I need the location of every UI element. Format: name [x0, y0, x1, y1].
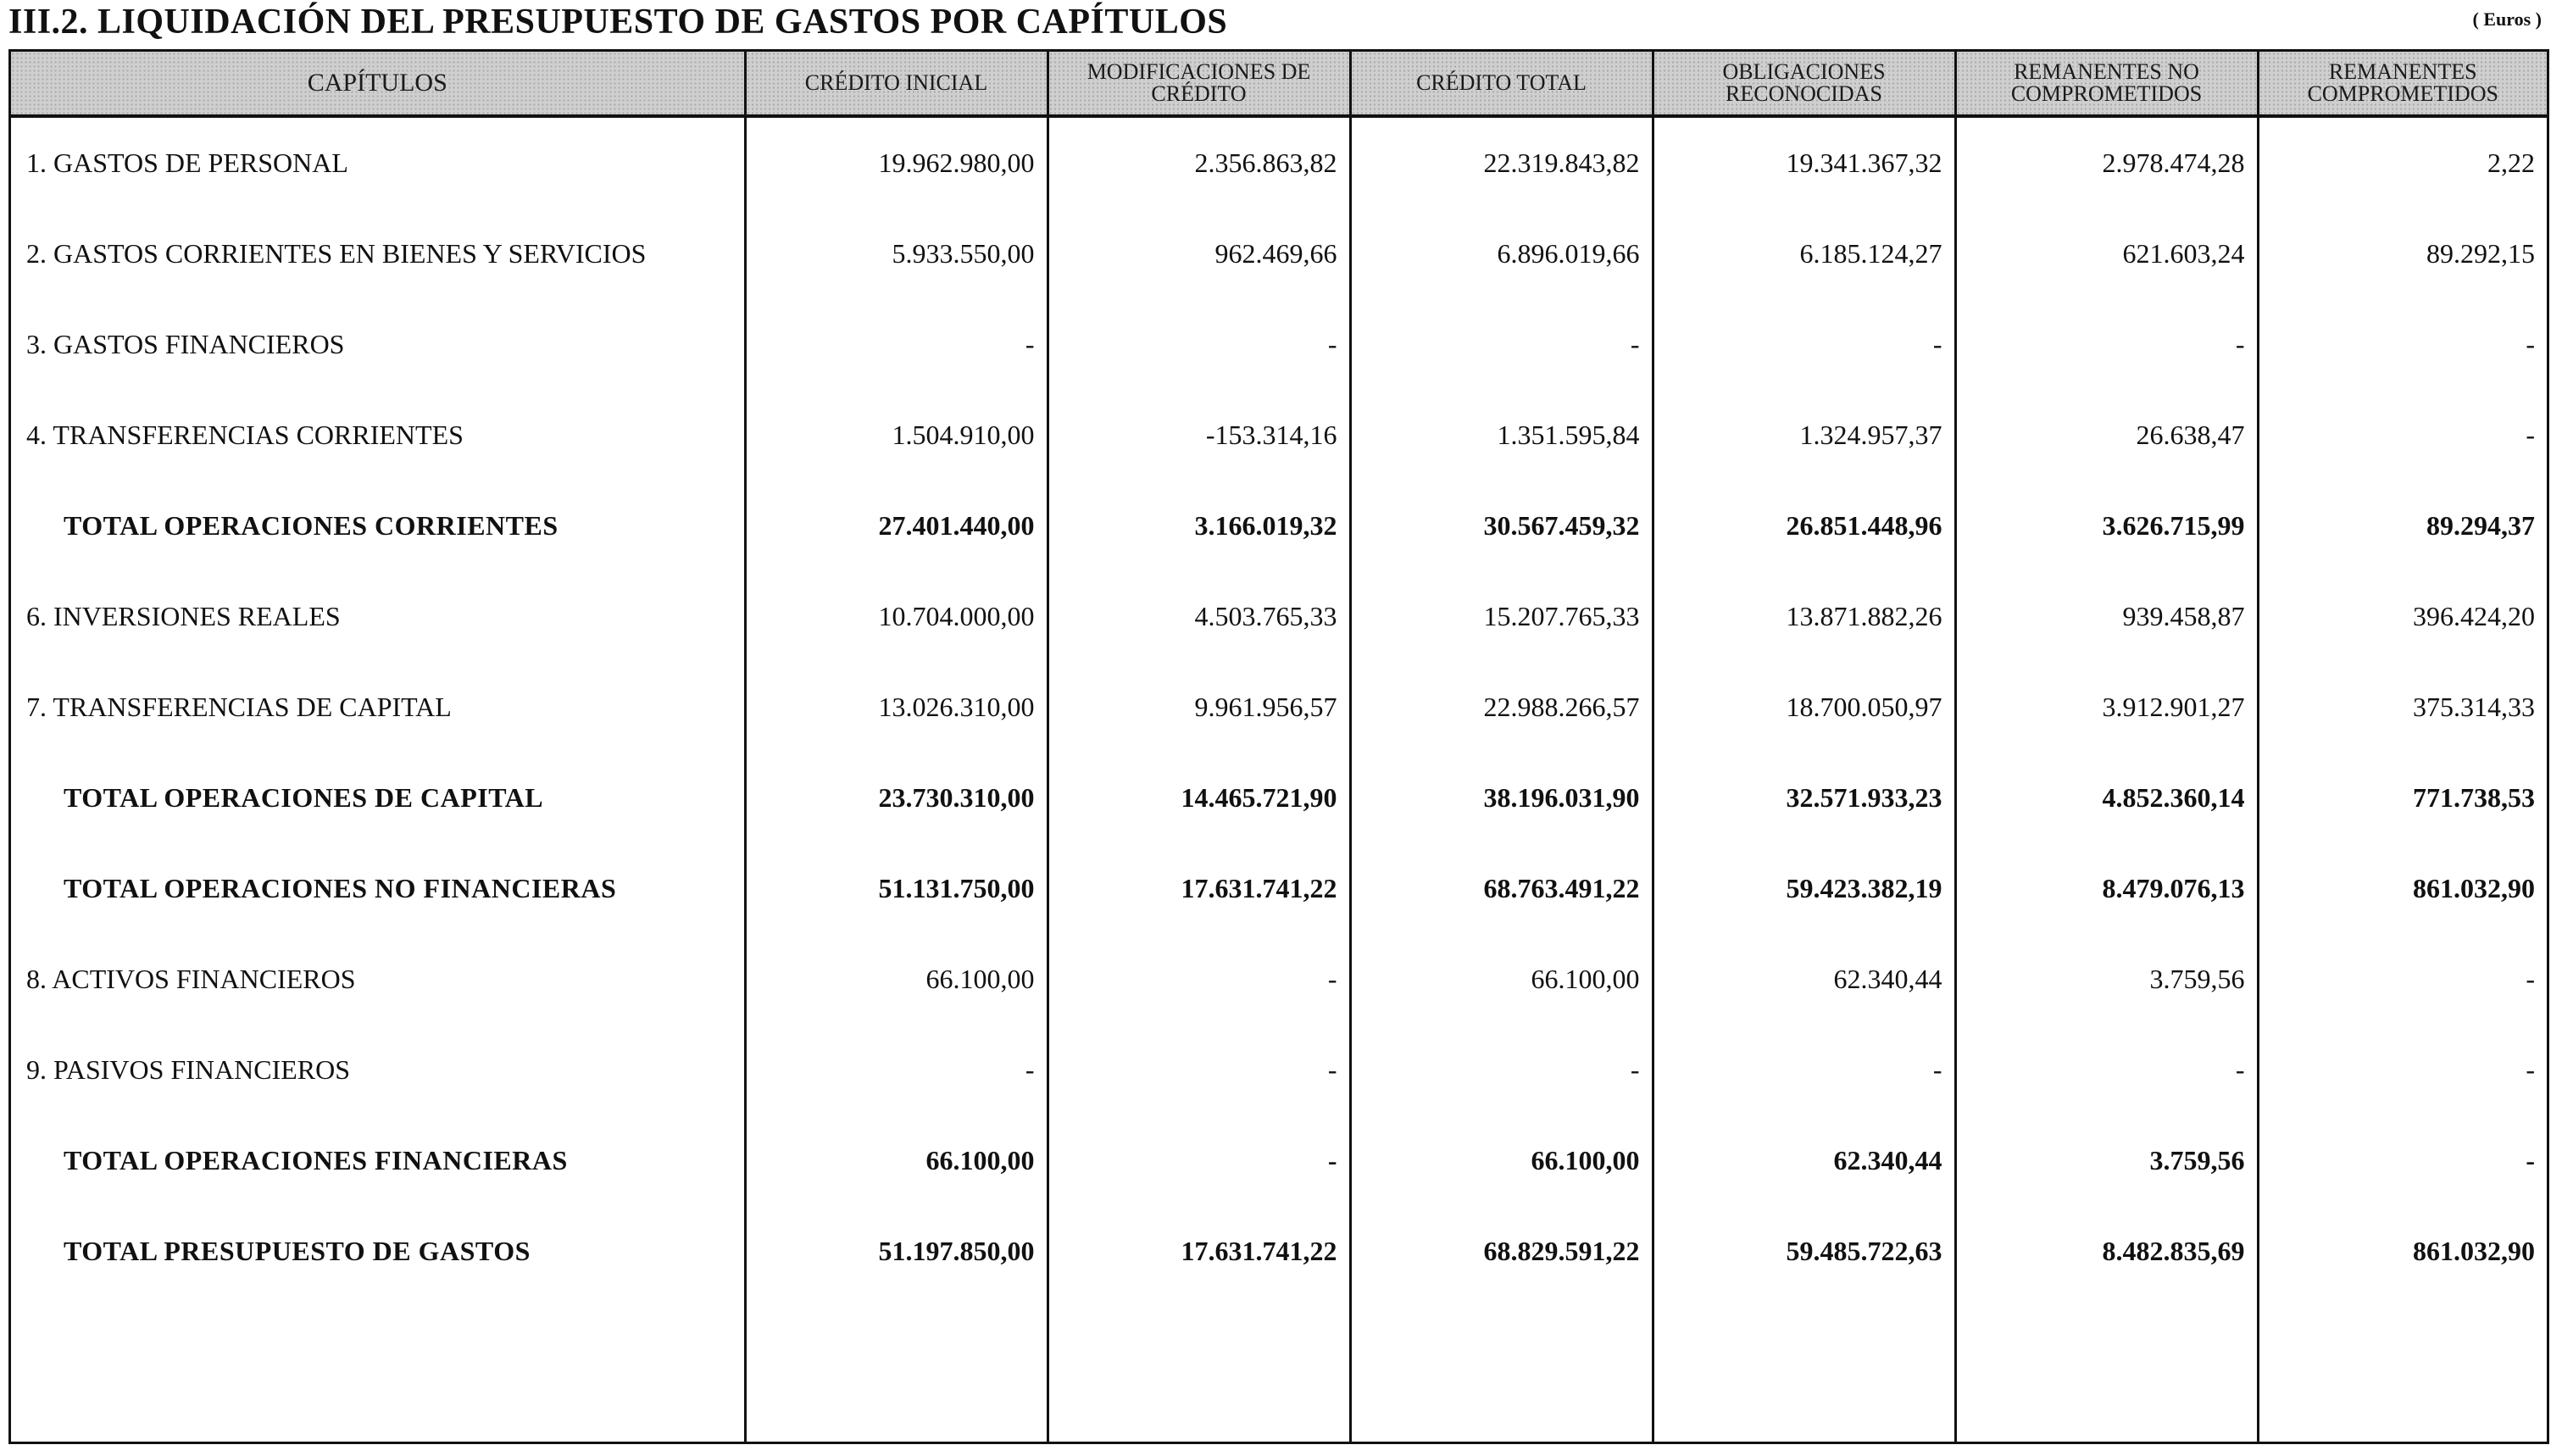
cell-remanentes-comprometidos: 2,22 — [2258, 116, 2547, 208]
table-header — [11, 52, 2547, 116]
cell-remanentes-no-comprometidos: 8.479.076,13 — [1955, 843, 2258, 934]
table-row — [11, 934, 2547, 1025]
cell-credito-inicial: - — [745, 299, 1048, 390]
cell-credito-inicial: 1.504.910,00 — [745, 390, 1048, 481]
cell-capitulo: TOTAL OPERACIONES NO FINANCIERAS — [64, 873, 617, 903]
header-row — [11, 52, 2547, 116]
cell-credito-inicial: 27.401.440,00 — [745, 481, 1048, 571]
cell-remanentes-comprometidos: 375.314,33 — [2258, 662, 2547, 753]
cell-credito-inicial: 66.100,00 — [745, 1115, 1048, 1206]
cell-capitulo: TOTAL OPERACIONES CORRIENTES — [64, 510, 559, 541]
cell-modificaciones: 3.166.019,32 — [1048, 481, 1350, 571]
page-title: III.2. LIQUIDACIÓN DEL PRESUPUESTO DE GASTOS POR CAPÍTULOS — [8, 3, 1228, 42]
cell-remanentes-comprometidos: 396.424,20 — [2258, 571, 2547, 662]
filler-cell — [1048, 1297, 1350, 1442]
table-row — [11, 299, 2547, 390]
table-row — [11, 662, 2547, 753]
cell-obligaciones: 62.340,44 — [1653, 1115, 1955, 1206]
header-remanentes-no-comprometidos: REMANENTES NO COMPROMETIDOS — [1955, 52, 2258, 116]
cell-modificaciones: 17.631.741,22 — [1048, 843, 1350, 934]
cell-remanentes-comprometidos: - — [2258, 390, 2547, 481]
cell-credito-inicial: 10.704.000,00 — [745, 571, 1048, 662]
cell-remanentes-comprometidos: 89.292,15 — [2258, 208, 2547, 299]
budget-table — [11, 52, 2547, 1442]
cell-credito-inicial: 5.933.550,00 — [745, 208, 1048, 299]
filler-cell — [745, 1297, 1048, 1442]
cell-capitulo: 1. GASTOS DE PERSONAL — [26, 147, 348, 178]
cell-modificaciones: 17.631.741,22 — [1048, 1206, 1350, 1297]
table-body — [11, 116, 2547, 1442]
cell-credito-total: 22.319.843,82 — [1350, 116, 1653, 208]
header-capitulos: CAPÍTULOS — [11, 52, 745, 116]
cell-modificaciones: 9.961.956,57 — [1048, 662, 1350, 753]
cell-modificaciones: -153.314,16 — [1048, 390, 1350, 481]
cell-remanentes-no-comprometidos: 3.759,56 — [1955, 934, 2258, 1025]
total-row — [11, 481, 2547, 571]
cell-obligaciones: - — [1653, 1025, 1955, 1115]
cell-capitulo: 2. GASTOS CORRIENTES EN BIENES Y SERVICIOS — [26, 238, 647, 269]
cell-credito-inicial: 23.730.310,00 — [745, 753, 1048, 843]
cell-credito-inicial: 19.962.980,00 — [745, 116, 1048, 208]
cell-modificaciones: 14.465.721,90 — [1048, 753, 1350, 843]
cell-obligaciones: 59.423.382,19 — [1653, 843, 1955, 934]
cell-modificaciones: - — [1048, 299, 1350, 390]
header-credito-total: CRÉDITO TOTAL — [1350, 52, 1653, 116]
cell-credito-total: 68.829.591,22 — [1350, 1206, 1653, 1297]
cell-credito-inicial: 66.100,00 — [745, 934, 1048, 1025]
cell-credito-total: 66.100,00 — [1350, 1115, 1653, 1206]
cell-remanentes-no-comprometidos: 3.626.715,99 — [1955, 481, 2258, 571]
cell-obligaciones: 32.571.933,23 — [1653, 753, 1955, 843]
cell-remanentes-comprometidos: 861.032,90 — [2258, 843, 2547, 934]
cell-obligaciones: - — [1653, 299, 1955, 390]
table-row — [11, 116, 2547, 208]
cell-credito-inicial: 51.197.850,00 — [745, 1206, 1048, 1297]
cell-remanentes-no-comprometidos: - — [1955, 1025, 2258, 1115]
cell-obligaciones: 13.871.882,26 — [1653, 571, 1955, 662]
cell-credito-inicial: - — [745, 1025, 1048, 1115]
cell-remanentes-no-comprometidos: 26.638,47 — [1955, 390, 2258, 481]
cell-credito-total: 15.207.765,33 — [1350, 571, 1653, 662]
cell-capitulo: 9. PASIVOS FINANCIEROS — [26, 1054, 351, 1085]
cell-remanentes-comprometidos: - — [2258, 299, 2547, 390]
filler-cell — [1653, 1297, 1955, 1442]
budget-table-frame — [8, 49, 2549, 1444]
cell-remanentes-no-comprometidos: 2.978.474,28 — [1955, 116, 2258, 208]
cell-modificaciones: 2.356.863,82 — [1048, 116, 1350, 208]
cell-remanentes-comprometidos: - — [2258, 1115, 2547, 1206]
cell-remanentes-no-comprometidos: 4.852.360,14 — [1955, 753, 2258, 843]
cell-credito-inicial: 51.131.750,00 — [745, 843, 1048, 934]
units-label: ( Euros ) — [2472, 8, 2542, 30]
total-row — [11, 753, 2547, 843]
cell-obligaciones: 6.185.124,27 — [1653, 208, 1955, 299]
cell-remanentes-no-comprometidos: 3.912.901,27 — [1955, 662, 2258, 753]
table-row — [11, 1025, 2547, 1115]
cell-credito-inicial: 13.026.310,00 — [745, 662, 1048, 753]
cell-modificaciones: - — [1048, 1115, 1350, 1206]
cell-remanentes-comprometidos: 771.738,53 — [2258, 753, 2547, 843]
cell-obligaciones: 62.340,44 — [1653, 934, 1955, 1025]
cell-credito-total: 30.567.459,32 — [1350, 481, 1653, 571]
cell-credito-total: 66.100,00 — [1350, 934, 1653, 1025]
filler-cell — [2258, 1297, 2547, 1442]
cell-remanentes-comprometidos: - — [2258, 934, 2547, 1025]
cell-credito-total: 22.988.266,57 — [1350, 662, 1653, 753]
cell-capitulo: 4. TRANSFERENCIAS CORRIENTES — [26, 420, 464, 450]
cell-credito-total: - — [1350, 299, 1653, 390]
cell-capitulo: 3. GASTOS FINANCIEROS — [26, 329, 345, 359]
cell-modificaciones: 4.503.765,33 — [1048, 571, 1350, 662]
cell-capitulo: 6. INVERSIONES REALES — [26, 601, 341, 631]
cell-obligaciones: 26.851.448,96 — [1653, 481, 1955, 571]
filler-cell — [11, 1297, 745, 1442]
cell-credito-total: 1.351.595,84 — [1350, 390, 1653, 481]
cell-modificaciones: - — [1048, 1025, 1350, 1115]
table-row — [11, 208, 2547, 299]
total-row — [11, 843, 2547, 934]
cell-obligaciones: 19.341.367,32 — [1653, 116, 1955, 208]
total-row — [11, 1206, 2547, 1297]
cell-remanentes-no-comprometidos: - — [1955, 299, 2258, 390]
cell-remanentes-comprometidos: - — [2258, 1025, 2547, 1115]
cell-capitulo: 8. ACTIVOS FINANCIEROS — [26, 964, 356, 994]
filler-cell — [1350, 1297, 1653, 1442]
cell-credito-total: 38.196.031,90 — [1350, 753, 1653, 843]
cell-remanentes-comprometidos: 861.032,90 — [2258, 1206, 2547, 1297]
cell-obligaciones: 18.700.050,97 — [1653, 662, 1955, 753]
header-obligaciones: OBLIGACIONES RECONOCIDAS — [1653, 52, 1955, 116]
cell-capitulo: TOTAL OPERACIONES FINANCIERAS — [64, 1145, 568, 1175]
filler-row — [11, 1297, 2547, 1442]
filler-cell — [1955, 1297, 2258, 1442]
cell-obligaciones: 1.324.957,37 — [1653, 390, 1955, 481]
cell-modificaciones: 962.469,66 — [1048, 208, 1350, 299]
total-row — [11, 1115, 2547, 1206]
cell-remanentes-no-comprometidos: 939.458,87 — [1955, 571, 2258, 662]
cell-credito-total: - — [1350, 1025, 1653, 1115]
table-row — [11, 390, 2547, 481]
cell-capitulo: TOTAL OPERACIONES DE CAPITAL — [64, 782, 544, 813]
cell-credito-total: 6.896.019,66 — [1350, 208, 1653, 299]
cell-obligaciones: 59.485.722,63 — [1653, 1206, 1955, 1297]
cell-remanentes-comprometidos: 89.294,37 — [2258, 481, 2547, 571]
cell-remanentes-no-comprometidos: 8.482.835,69 — [1955, 1206, 2258, 1297]
cell-modificaciones: - — [1048, 934, 1350, 1025]
header-remanentes-comprometidos: REMANENTES COMPROMETIDOS — [2258, 52, 2547, 116]
table-row — [11, 571, 2547, 662]
cell-remanentes-no-comprometidos: 621.603,24 — [1955, 208, 2258, 299]
cell-capitulo: 7. TRANSFERENCIAS DE CAPITAL — [26, 692, 452, 722]
header-modificaciones: MODIFICACIONES DE CRÉDITO — [1048, 52, 1350, 116]
cell-capitulo: TOTAL PRESUPUESTO DE GASTOS — [64, 1236, 531, 1266]
header-credito-inicial: CRÉDITO INICIAL — [745, 52, 1048, 116]
cell-credito-total: 68.763.491,22 — [1350, 843, 1653, 934]
cell-remanentes-no-comprometidos: 3.759,56 — [1955, 1115, 2258, 1206]
